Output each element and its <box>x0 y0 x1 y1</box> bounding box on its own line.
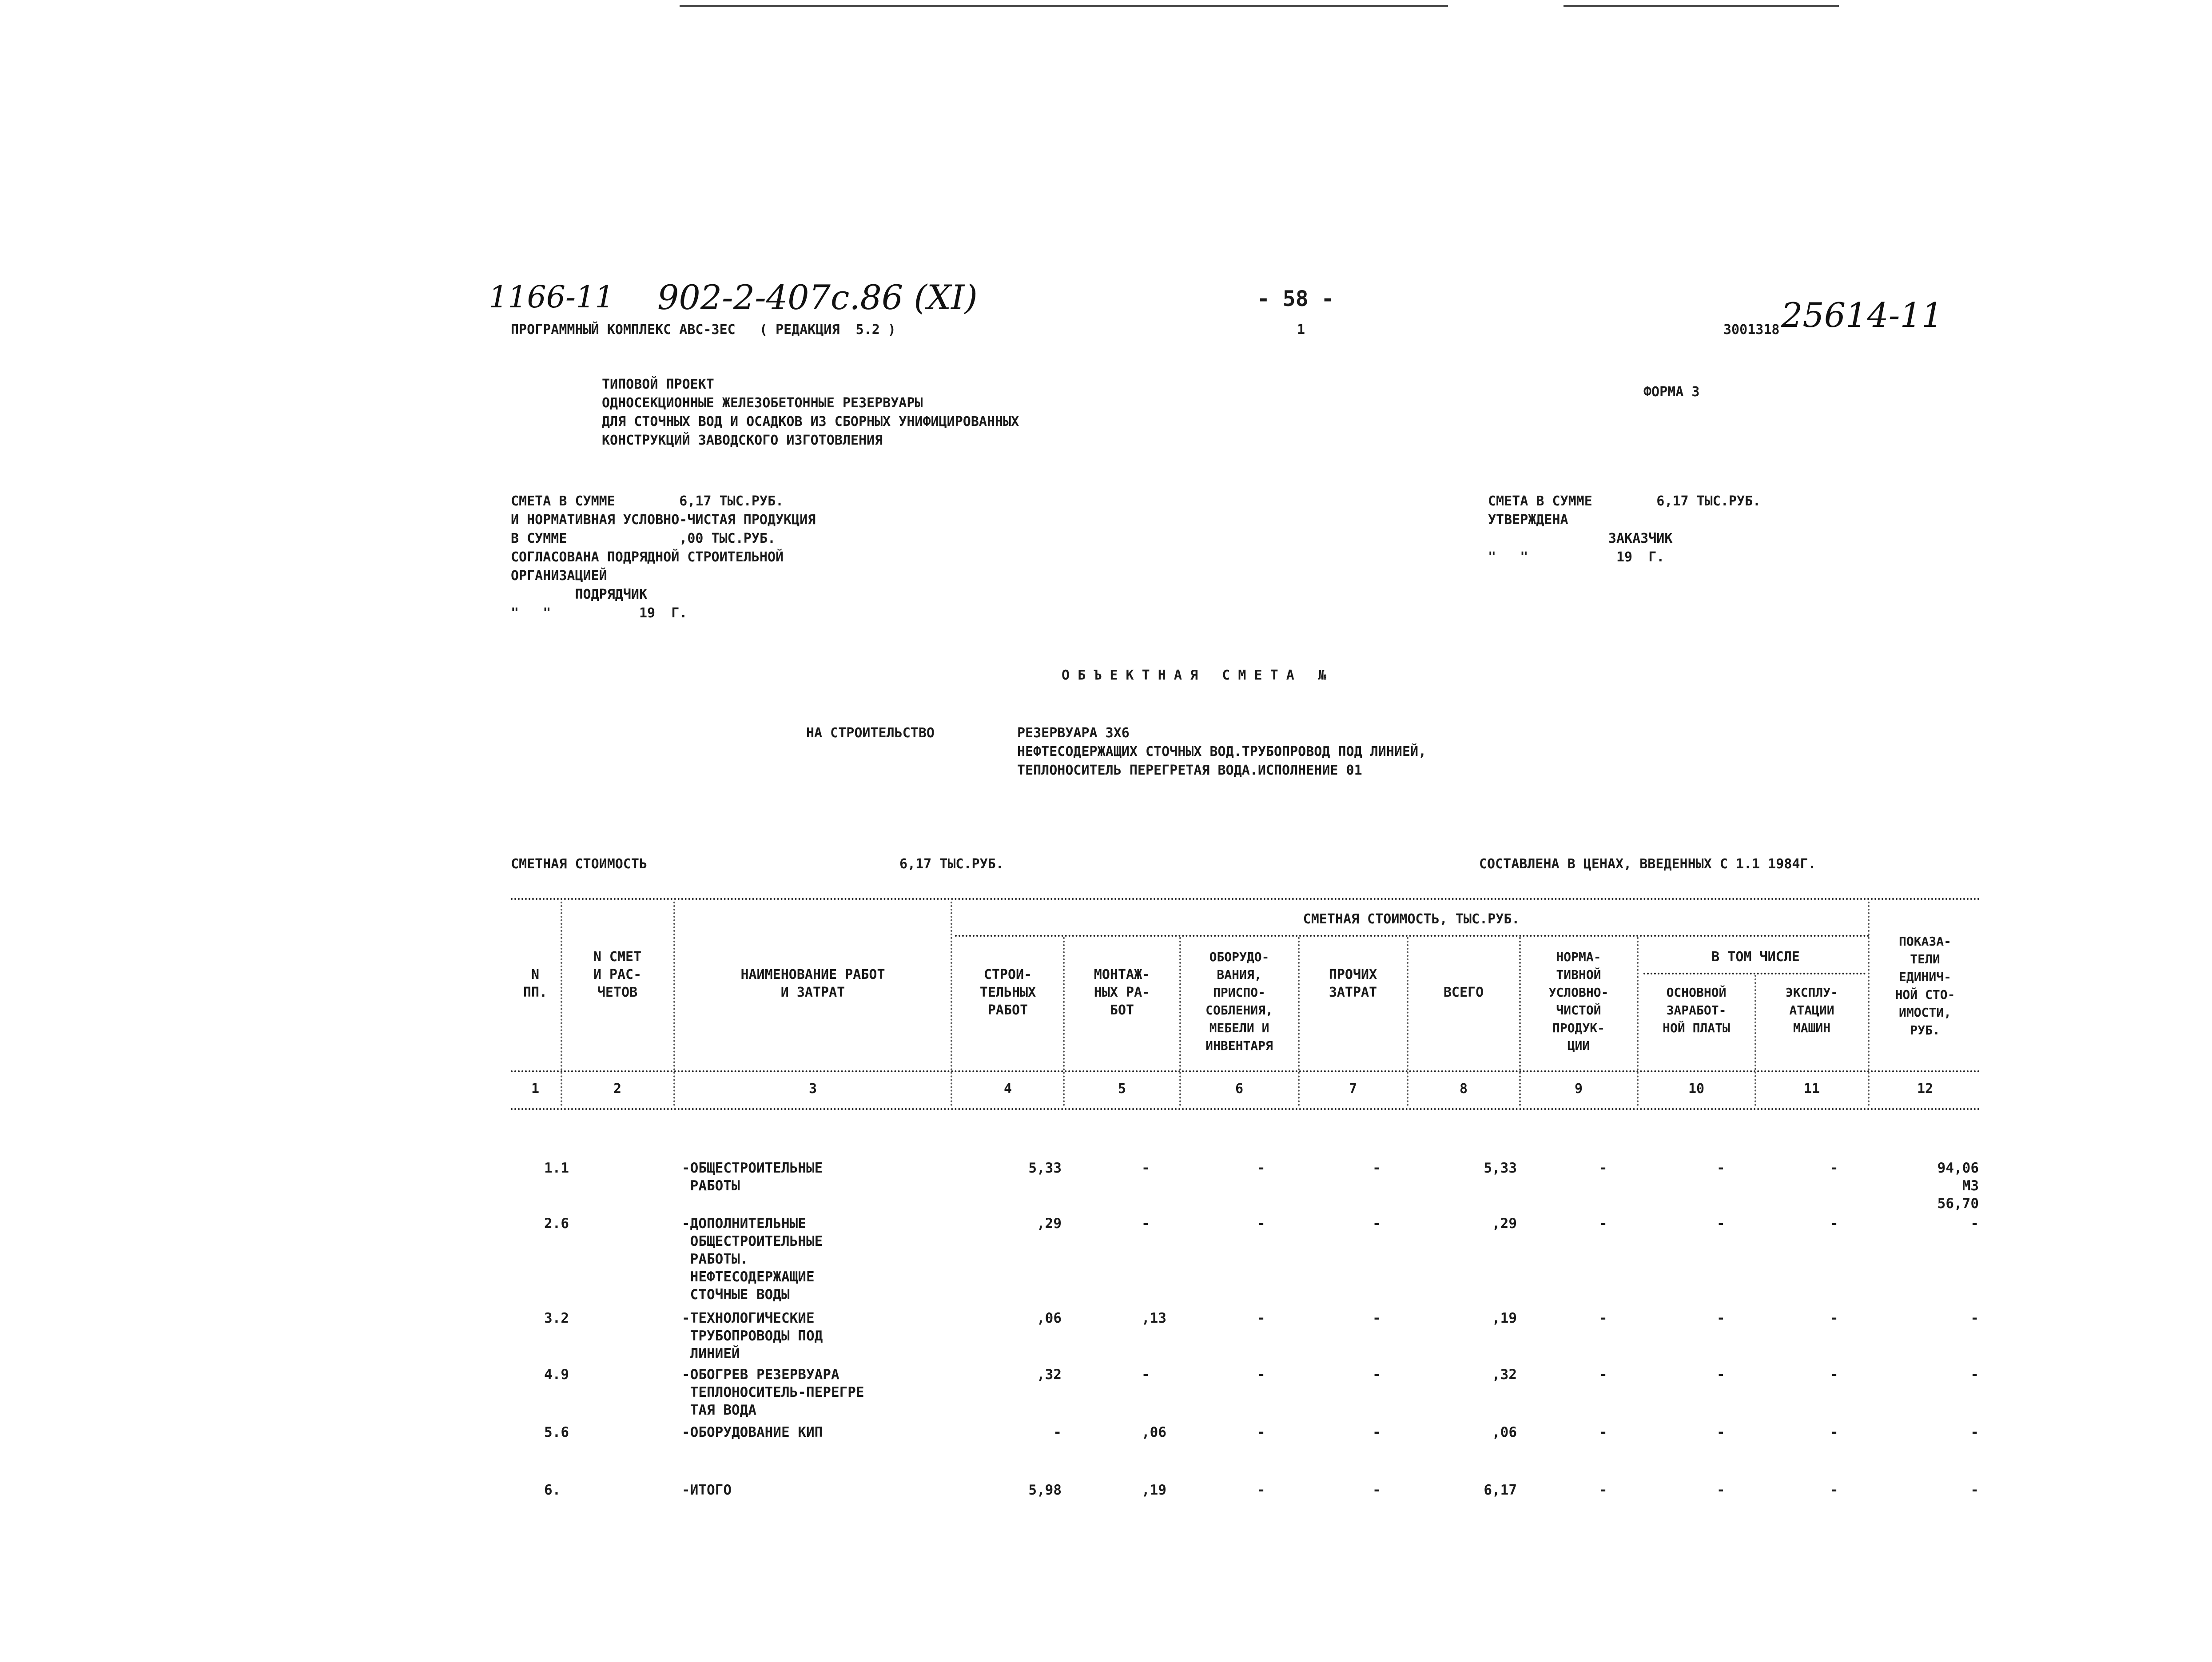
table-row-wages: - <box>1717 1216 1725 1232</box>
header-net-production: НОРМА- ТИВНОЙ УСЛОВНО- ЧИСТОЙ ПРОДУК- ЦИИ <box>1548 950 1609 1053</box>
table-row-total: ,29 <box>1492 1216 1517 1232</box>
table-rule-top <box>511 898 1981 900</box>
approval-right <box>1488 492 1761 567</box>
project-line: ДЛЯ СТОЧНЫХ ВОД И ОСАДКОВ ИЗ СБОРНЫХ УНИФИЦИРОВАННЫХ <box>602 414 1019 429</box>
header-other-costs: ПРОЧИХ ЗАТРАТ <box>1329 967 1377 1000</box>
table-row-wages: - <box>1717 1310 1725 1326</box>
project-line: ТИПОВОЙ ПРОЕКТ <box>602 377 714 392</box>
document-code: 3001318 <box>1723 322 1780 338</box>
table-row-other: - <box>1373 1367 1381 1383</box>
table-row-name: -ОБЩЕСТРОИТЕЛЬНЫЕ РАБОТЫ <box>682 1160 823 1194</box>
approval-left-line: В СУММЕ ,00 ТЫС.РУБ. <box>511 531 776 546</box>
table-row-machines: - <box>1830 1216 1838 1232</box>
table-row-number: 1.1 <box>544 1160 569 1176</box>
prices-note: СОСТАВЛЕНА В ЦЕНАХ, ВВЕДЕННЫХ С 1.1 1984Г. <box>1479 856 1816 872</box>
estimate-heading: О Б Ъ Е К Т Н А Я С М Е Т А № <box>1062 668 1327 683</box>
table-row-unit-cost: 94,06 М3 56,70 <box>1937 1160 1979 1212</box>
table-row-construction: ,29 <box>1037 1216 1062 1232</box>
table-row-installation: ,19 <box>1142 1482 1166 1498</box>
approval-left-line: ПОДРЯДЧИК <box>511 587 648 602</box>
table-row-unit-cost: - <box>1970 1367 1979 1383</box>
table-row-equipment: - <box>1257 1160 1265 1176</box>
project-line: ОДНОСЕКЦИОННЫЕ ЖЕЛЕЗОБЕТОННЫЕ РЕЗЕРВУАРЫ <box>602 395 923 411</box>
construction-prefix: НА СТРОИТЕЛЬСТВО <box>806 725 935 741</box>
approval-left-line: СОГЛАСОВАНА ПОДРЯДНОЙ СТРОИТЕЛЬНОЙ <box>511 549 784 565</box>
column-number: 2 <box>613 1081 622 1097</box>
table-row-machines: - <box>1830 1424 1838 1440</box>
approval-right-line: ЗАКАЗЧИК <box>1488 531 1673 546</box>
table-row-equipment: - <box>1257 1424 1265 1440</box>
table-row-name: -ИТОГО <box>682 1482 732 1498</box>
table-row-construction: 5,33 <box>1028 1160 1062 1176</box>
column-separator <box>561 902 562 1106</box>
table-row-machines: - <box>1830 1160 1838 1176</box>
table-row-net-production: - <box>1599 1482 1607 1498</box>
table-row-total: 6,17 <box>1484 1482 1517 1498</box>
table-row-equipment: - <box>1257 1482 1265 1498</box>
table-row-unit-cost: - <box>1970 1216 1979 1232</box>
table-row-equipment: - <box>1257 1310 1265 1326</box>
column-separator <box>951 902 952 1106</box>
header-work-name: НАИМЕНОВАНИЕ РАБОТ И ЗАТРАТ <box>740 967 885 1000</box>
table-row-other: - <box>1373 1424 1381 1440</box>
table-row-wages: - <box>1717 1160 1725 1176</box>
table-row-unit-cost: - <box>1970 1310 1979 1326</box>
table-group-header: СМЕТНАЯ СТОИМОСТЬ, ТЫС.РУБ. <box>1303 911 1520 927</box>
table-row-other: - <box>1373 1482 1381 1498</box>
table-rule-header-bottom <box>511 1070 1981 1072</box>
header-construction-works: СТРОИ- ТЕЛЬНЫХ РАБОТ <box>979 967 1036 1018</box>
table-row-machines: - <box>1830 1482 1838 1498</box>
header-equipment: ОБОРУДО- ВАНИЯ, ПРИСПО- СОБЛЕНИЯ, МЕБЕЛИ И ИНВЕНТАРЯ <box>1205 950 1273 1053</box>
column-number: 8 <box>1459 1081 1468 1097</box>
table-row-installation: - <box>1142 1160 1150 1176</box>
header-unit-cost-indicators: ПОКАЗА- ТЕЛИ ЕДИНИЧ- НОЙ СТО- ИМОСТИ, РУБ. <box>1895 934 1955 1038</box>
table-row-number: 3.2 <box>544 1310 569 1326</box>
table-row-unit-cost: - <box>1970 1424 1979 1440</box>
approval-left-line: ОРГАНИЗАЦИЕЙ <box>511 568 607 584</box>
top-edge-line <box>1564 5 1839 7</box>
approval-left-line: СМЕТА В СУММЕ 6,17 ТЫС.РУБ. <box>511 493 784 509</box>
table-row-total: ,32 <box>1492 1367 1517 1383</box>
table-row-net-production: - <box>1599 1424 1607 1440</box>
table-row-wages: - <box>1717 1367 1725 1383</box>
construction-object <box>1017 724 1426 780</box>
approval-right-line: " " 19 Г. <box>1488 549 1665 565</box>
header-row-number: N ПП. <box>523 967 548 1000</box>
column-number: 3 <box>808 1081 817 1097</box>
table-row-machines: - <box>1830 1310 1838 1326</box>
form-label: ФОРМА 3 <box>1643 384 1700 400</box>
column-number: 11 <box>1803 1081 1820 1097</box>
header-estimate-number: N СМЕТ И РАС- ЧЕТОВ <box>593 949 642 1000</box>
table-row-total: ,06 <box>1492 1424 1517 1440</box>
top-edge-line <box>680 5 1448 7</box>
column-number: 4 <box>1003 1081 1012 1097</box>
column-number: 1 <box>531 1081 540 1097</box>
column-number: 7 <box>1349 1081 1357 1097</box>
table-row-construction: - <box>1053 1424 1062 1440</box>
column-number: 5 <box>1118 1081 1126 1097</box>
table-row-name: -ДОПОЛНИТЕЛЬНЫЕ ОБЩЕСТРОИТЕЛЬНЫЕ РАБОТЫ. НЕФТЕСОДЕРЖАЩИЕ СТОЧНЫЕ ВОДЫ <box>682 1216 823 1303</box>
table-row-wages: - <box>1717 1482 1725 1498</box>
project-block <box>602 375 1019 450</box>
header-machine-operation: ЭКСПЛУ- АТАЦИИ МАШИН <box>1785 985 1838 1035</box>
construction-line: НЕФТЕСОДЕРЖАЩИХ СТОЧНЫХ ВОД.ТРУБОПРОВОД ПОД ЛИНИЕЙ, <box>1017 744 1427 759</box>
table-rule-numbers-bottom <box>511 1108 1981 1110</box>
table-row-number: 5.6 <box>544 1424 569 1440</box>
header-total: ВСЕГО <box>1443 985 1484 1000</box>
cost-value: 6,17 ТЫС.РУБ. <box>899 856 1004 872</box>
construction-line: ТЕПЛОНОСИТЕЛЬ ПЕРЕГРЕТАЯ ВОДА.ИСПОЛНЕНИЕ 01 <box>1017 763 1362 778</box>
table-row-other: - <box>1373 1160 1381 1176</box>
column-separator <box>673 902 675 1106</box>
table-row-name: -ТЕХНОЛОГИЧЕСКИЕ ТРУБОПРОВОДЫ ПОД ЛИНИЕЙ <box>682 1310 823 1362</box>
table-row-wages: - <box>1717 1424 1725 1440</box>
column-number: 9 <box>1574 1081 1583 1097</box>
program-header: ПРОГРАММНЫЙ КОМПЛЕКС АВС-ЗЕС ( РЕДАКЦИЯ 5.2 ) <box>511 322 896 338</box>
construction-line: РЕЗЕРВУАРА 3Х6 <box>1017 725 1130 741</box>
table-row-number: 2.6 <box>544 1216 569 1232</box>
table-row-installation: ,13 <box>1142 1310 1166 1326</box>
table-row-installation: - <box>1142 1367 1150 1383</box>
sheet-number: 1 <box>1297 322 1305 338</box>
table-rule-group <box>955 935 1870 937</box>
table-row-net-production: - <box>1599 1310 1607 1326</box>
table-row-equipment: - <box>1257 1216 1265 1232</box>
column-number: 10 <box>1688 1081 1705 1097</box>
handwritten-right-code: 25614-11 <box>1781 295 1943 335</box>
project-line: КОНСТРУКЦИЙ ЗАВОДСКОГО ИЗГОТОВЛЕНИЯ <box>602 433 883 448</box>
table-row-number: 6. <box>544 1482 561 1498</box>
table-row-total: ,19 <box>1492 1310 1517 1326</box>
column-number: 12 <box>1917 1081 1934 1097</box>
approval-right-line: СМЕТА В СУММЕ 6,17 ТЫС.РУБ. <box>1488 493 1761 509</box>
table-row-number: 4.9 <box>544 1367 569 1383</box>
handwritten-doc-code: 902-2-407c.86 (XI) <box>657 278 978 317</box>
table-row-net-production: - <box>1599 1160 1607 1176</box>
table-row-total: 5,33 <box>1484 1160 1517 1176</box>
table-row-construction: ,32 <box>1037 1367 1062 1383</box>
cost-label: СМЕТНАЯ СТОИМОСТЬ <box>511 856 648 872</box>
table-row-other: - <box>1373 1310 1381 1326</box>
approval-left <box>511 492 816 623</box>
table-subgroup-header: В ТОМ ЧИСЛЕ <box>1711 949 1800 965</box>
table-row-net-production: - <box>1599 1367 1607 1383</box>
table-row-equipment: - <box>1257 1367 1265 1383</box>
header-installation-works: МОНТАЖ- НЫХ РА- БОТ <box>1094 967 1150 1018</box>
table-row-name: -ОБОГРЕВ РЕЗЕРВУАРА ТЕПЛОНОСИТЕЛЬ-ПЕРЕГРЕ ТАЯ ВОДА <box>682 1367 864 1418</box>
table-row-construction: 5,98 <box>1028 1482 1062 1498</box>
table-rule-subgroup <box>1643 973 1866 974</box>
header-basic-wages: ОСНОВНОЙ ЗАРАБОТ- НОЙ ПЛАТЫ <box>1663 985 1730 1035</box>
table-row-installation: ,06 <box>1142 1424 1166 1440</box>
table-row-construction: ,06 <box>1037 1310 1062 1326</box>
page-number: - 58 - <box>1257 286 1334 311</box>
table-row-installation: - <box>1142 1216 1150 1232</box>
table-row-other: - <box>1373 1216 1381 1232</box>
handwritten-left-code: 1166-11 <box>489 280 614 315</box>
approval-left-line: И НОРМАТИВНАЯ УСЛОВНО-ЧИСТАЯ ПРОДУКЦИЯ <box>511 512 816 528</box>
table-row-machines: - <box>1830 1367 1838 1383</box>
table-row-net-production: - <box>1599 1216 1607 1232</box>
approval-left-line: " " 19 Г. <box>511 605 688 621</box>
table-row-name: -ОБОРУДОВАНИЕ КИП <box>682 1424 823 1440</box>
column-number: 6 <box>1235 1081 1244 1097</box>
approval-right-line: УТВЕРЖДЕНА <box>1488 512 1568 528</box>
table-row-unit-cost: - <box>1970 1482 1979 1498</box>
